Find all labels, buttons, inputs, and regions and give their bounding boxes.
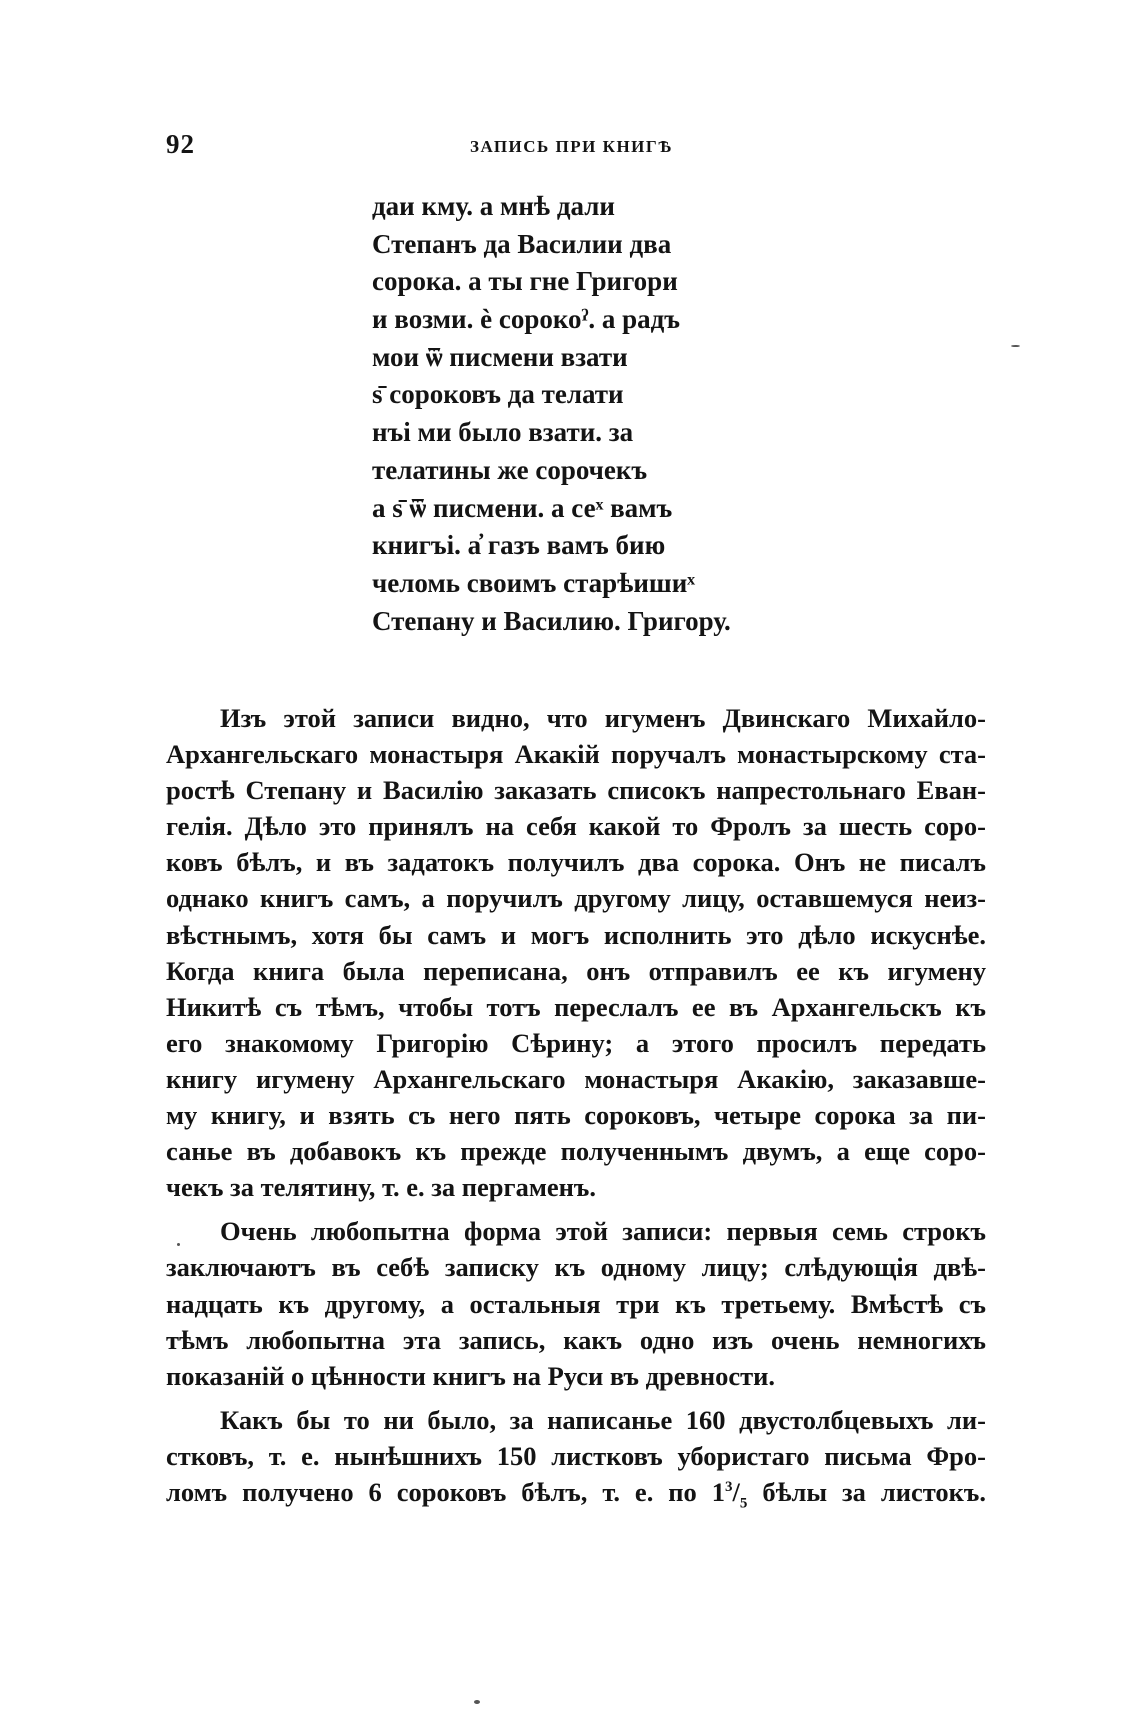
text-line: показаній о цѣнности книгъ на Руси въ древности. [166,1360,776,1391]
text-line: санье въ добавокъ къ прежде полученнымъ двумъ, а еще соро- [166,1136,986,1167]
quote-line: книгъі. а҆ газъ вамъ бию [372,530,666,561]
quote-line: сорока. а ты гне Григори [372,266,678,297]
quote-line: а ѕ̄ ѿ писмени. а сеˣ вамъ [372,492,673,523]
quote-line: ѕ̄ сороковъ да телати [372,379,624,410]
text-line: заключаютъ въ себѣ записку къ одному лицу; слѣдующія двѣ- [166,1252,986,1283]
quote-line: челомь своимъ старѣишиˣ [372,567,696,598]
text-line: вѣстнымъ, хотя бы самъ и могъ исполнить это дѣло искуснѣе. [166,919,986,950]
text-line: ковъ бѣлъ, и въ задатокъ получилъ два сорока. Онъ не писалъ [166,847,986,878]
text-line: надцать къ другому, а остальныя три къ третьему. Вмѣстѣ съ [166,1288,986,1319]
text-line: Никитѣ съ тѣмъ, чтобы тотъ переслалъ ее въ Архангельскъ къ [166,991,986,1022]
quote-line: телатины же сорочекъ [372,454,648,485]
text-line: Очень любопытна форма этой записи: первыя семь строкъ [220,1216,986,1247]
paragraph-1 [166,700,986,1205]
quote-line: нъі ми было взати. за [372,417,634,448]
text-line-with-fraction [166,1474,986,1510]
text-line: Какъ бы то ни было, за написанье 160 двустолбцевыхъ ли- [220,1404,986,1435]
text-line: стковъ, т. е. нынѣшнихъ 150 листковъ убористаго письма Фро- [166,1440,986,1471]
running-head: ЗАПИСЬ ПРИ КНИГѢ [470,137,673,156]
quote-line: мои ѿ писмени взати [372,341,628,372]
text-line: тѣмъ любопытна эта запись, какъ одно изъ очень немногихъ [166,1324,986,1355]
text-line: однако книгъ самъ, а поручилъ другому лицу, оставшемуся неиз- [166,883,986,914]
print-speck [1011,345,1020,347]
paragraph-2 [166,1213,986,1393]
fraction-slash: / [732,1476,740,1507]
fraction-line-start: ломъ получено 6 сороковъ бѣлъ, т. е. по 1 [166,1476,725,1507]
fraction-numerator: 3 [725,1479,733,1496]
fraction-denominator: 5 [739,1495,748,1512]
text-line: гелія. Дѣло это принялъ на себя какой то Фролъ за шесть соро- [166,811,986,842]
text-line: чекъ за телятину, т. е. за пергаменъ. [166,1172,596,1203]
text-line: Изъ этой записи видно, что игуменъ Двинскаго Михайло- [220,703,986,733]
quote-line: даи кму. а мнѣ дали [372,191,615,221]
quote-line: Степанъ да Василии два [372,228,672,259]
text-line: му книгу, и взять съ него пять сороковъ, четыре сорока за пи- [166,1100,986,1131]
paragraph-3 [166,1402,986,1510]
text-line: его знакомому Григорію Сѣрину; а этого просилъ передать [166,1027,986,1058]
quote-line: и возми. ѐ сорокоˀ. а радъ [372,304,681,335]
fraction [725,1476,748,1512]
page-number: 92 [166,129,195,159]
fraction-line-end: бѣлы за листокъ. [747,1476,986,1507]
text-line: ростѣ Степану и Василію заказать списокъ напрестольнаго Еван- [166,775,986,806]
text-line: Архангельскаго монастыря Акакій поручалъ монастырскому ста- [166,739,986,770]
text-line: книгу игумену Архангельскаго монастыря Акакію, заказавше- [166,1063,986,1094]
body-text [166,700,986,1518]
manuscript-quote [372,188,802,640]
print-speck [474,1700,480,1704]
text-line: Когда книга была переписана, онъ отправилъ ее къ игумену [166,955,986,986]
quote-line: Степану и Василию. Григору. [372,605,731,636]
print-speck [177,1243,180,1246]
